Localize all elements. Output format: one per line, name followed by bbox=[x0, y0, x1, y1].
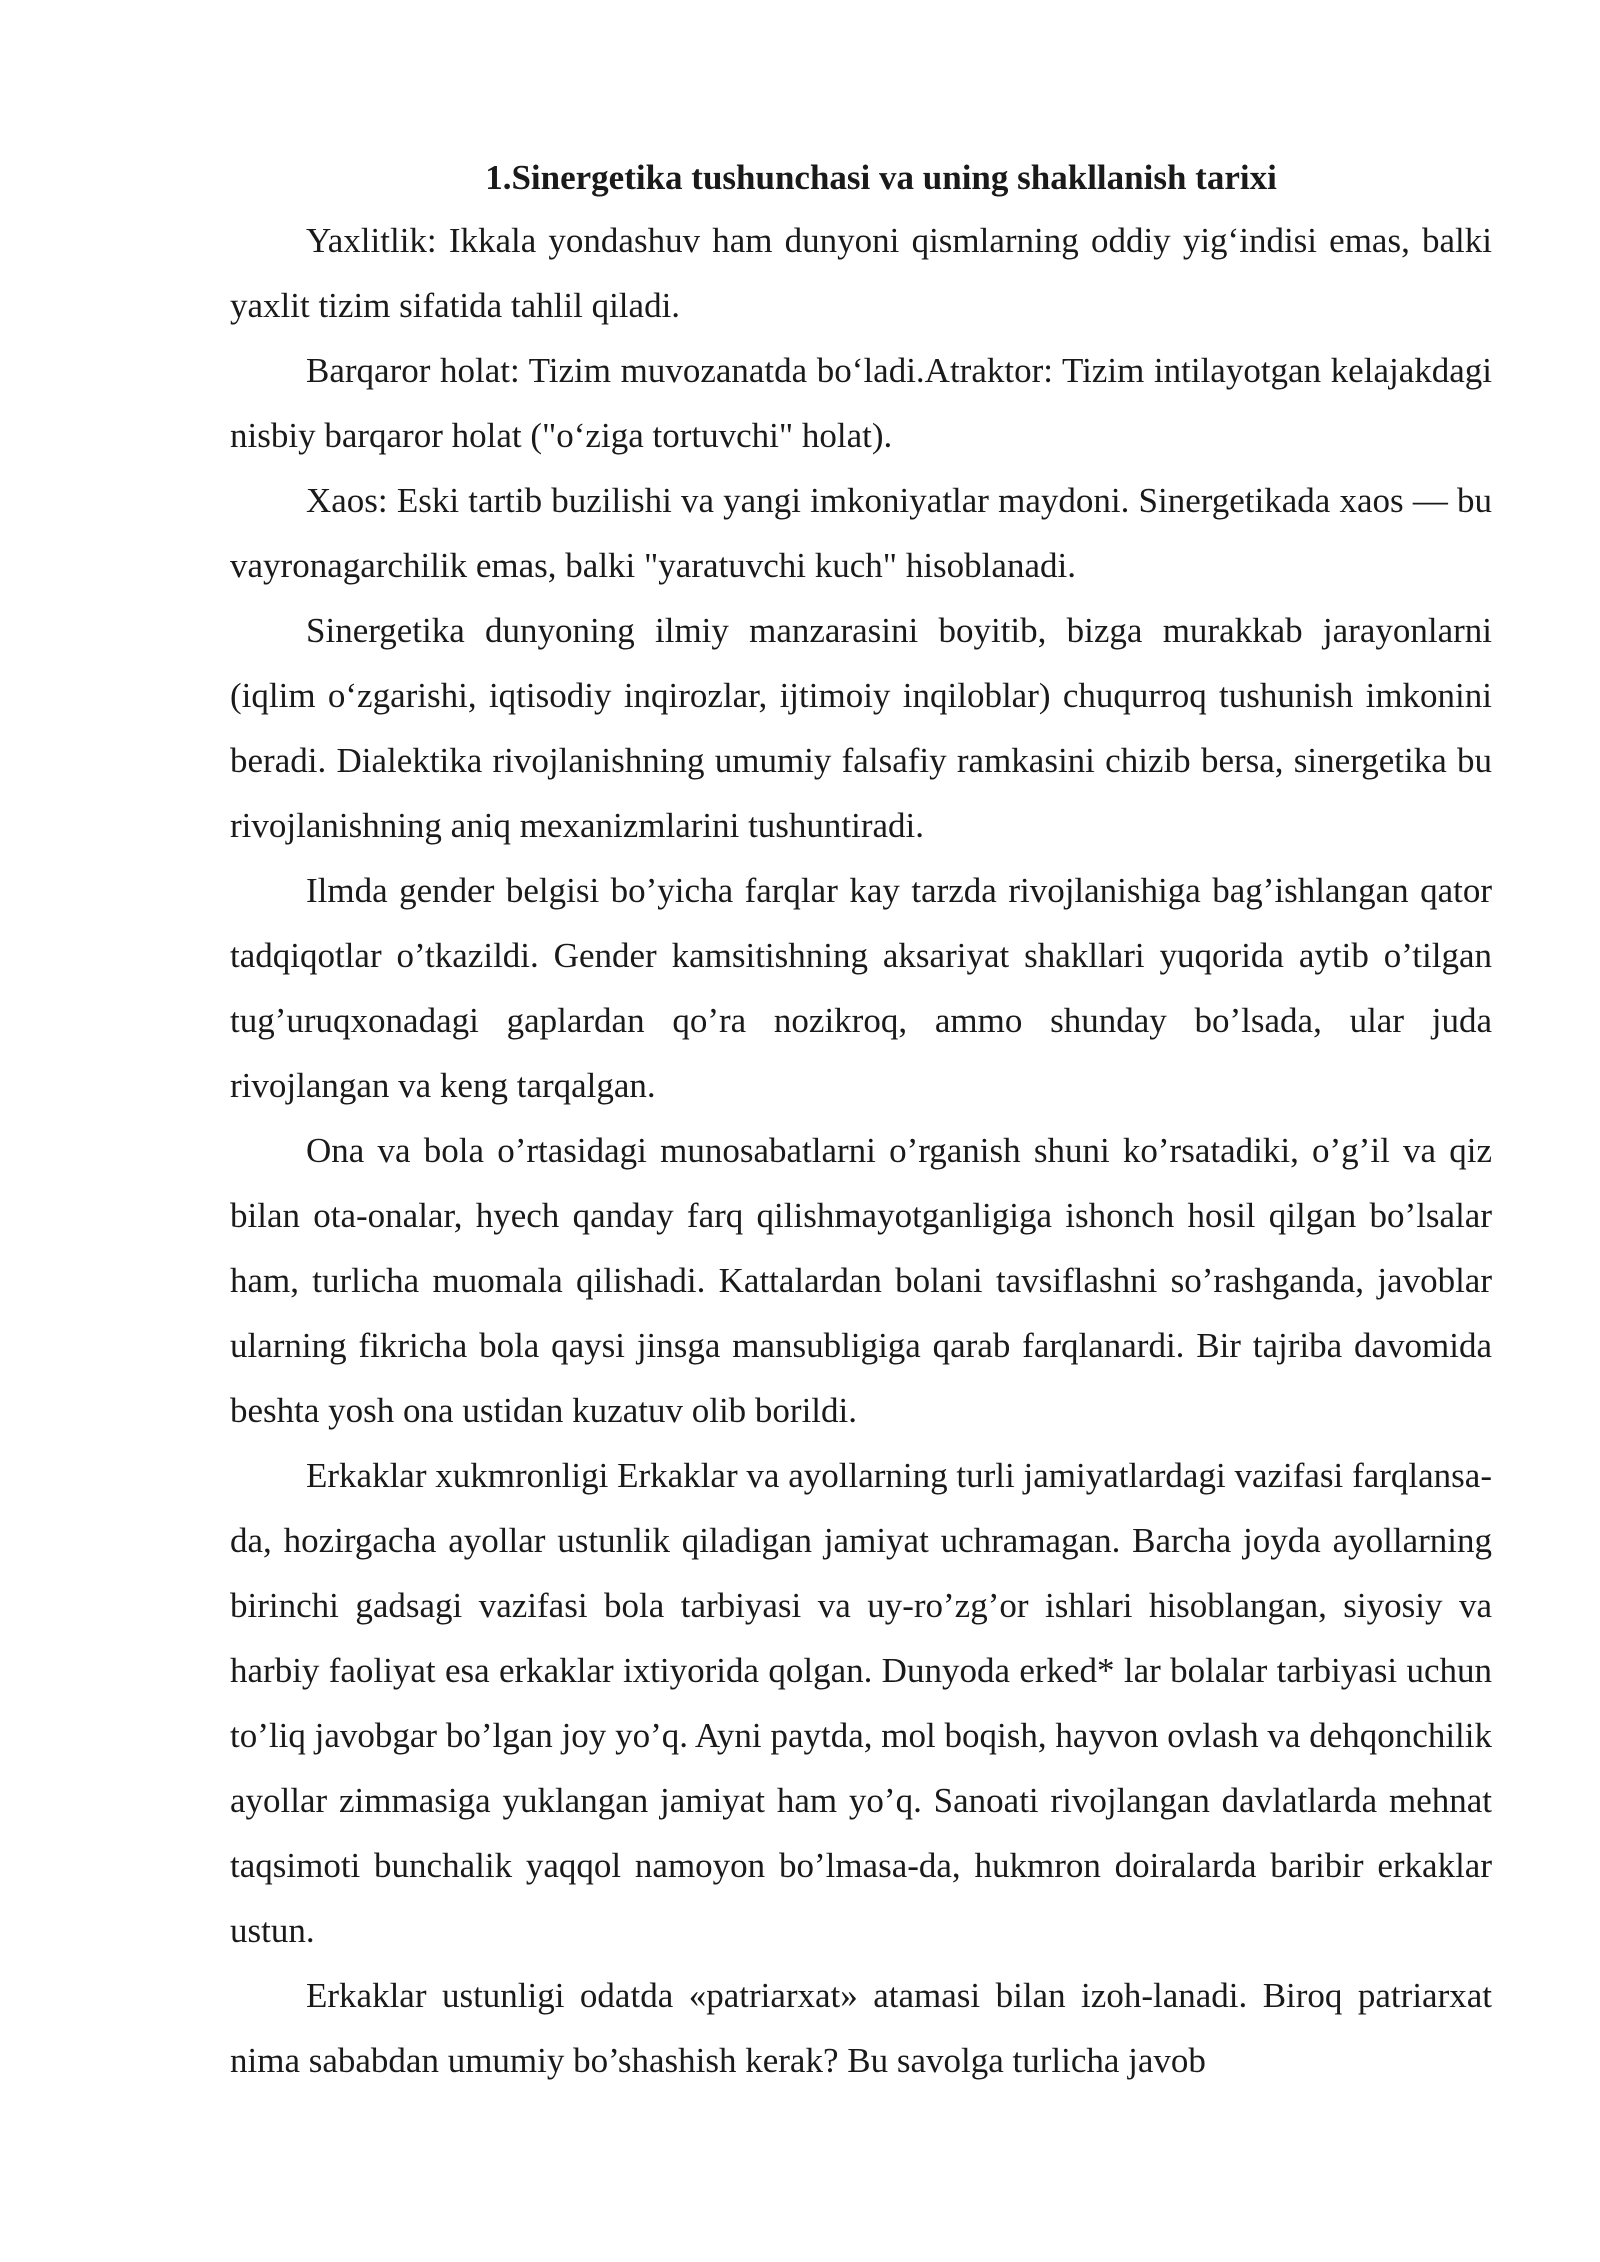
paragraph: Sinergetika dunyoning ilmiy manzarasini boyitib, bizga murakkab jarayonlarni (iqlim o‘zgarishi, iqtisodiy inqirozlar, ijtimoiy inqiloblar) chuqurroq tushunish imkonini beradi. Dialektika rivojlanishning umumiy falsafiy ramkasini chizib bersa, sinergetika bu rivojlanishning aniq mexanizmlarini tushuntiradi. bbox=[230, 611, 1492, 845]
document-title: 1.Sinergetika tushunchasi va uning shakllanish tarixi bbox=[485, 158, 1277, 197]
paragraph: Erkaklar xukmronligi Erkaklar va ayollarning turli jamiyatlardagi vazifasi farqlansa-da, hozirgacha ayollar ustunlik qiladigan jamiyat uchramagan. Barcha joyda ayollarning birinchi gadsagi vazifasi bola tarbiyasi va uy-ro’zg’or ishlari hisoblangan, siyosiy va harbiy faoliyat esa erkaklar ixtiyorida qolgan. Dunyoda erked* lar bolalar tarbiyasi uchun to’liq javobgar bo’lgan joy yo’q. Ayni paytda, mol boqish, hayvon ovlash va dehqonchilik ayollar zimmasiga yuklangan jamiyat ham yo’q. Sanoati rivojlangan davlatlarda mehnat taqsimoti bunchalik yaqqol namoyon bo’lmasa-da, hukmron doiralarda baribir erkaklar ustun. bbox=[230, 1456, 1492, 1950]
paragraph: Erkaklar ustunligi odatda «patriarxat» atamasi bilan izoh-lanadi. Biroq patriarxat nima sababdan umumiy bo’shashish kerak? Bu savolga turlicha javob bbox=[230, 1976, 1492, 2080]
paragraph: Ona va bola o’rtasidagi munosabatlarni o’rganish shuni ko’rsatadiki, o’g’il va qiz bilan ota-onalar, hyech qanday farq qilishmayotganligiga ishonch hosil qilgan bo’lsalar ham, turlicha muomala qilishadi. Kattalardan bolani tavsiflashni so’rashganda, javoblar ularning fikricha bola qaysi jinsga mansubligiga qarab farqlanardi. Bir tajriba davomida beshta yosh ona ustidan kuzatuv olib borildi. bbox=[230, 1131, 1492, 1430]
paragraph: Xaos: Eski tartib buzilishi va yangi imkoniyatlar maydoni. Sinergetikada xaos — bu vayronagarchilik emas, balki "yaratuvchi kuch" hisoblanadi. bbox=[230, 481, 1492, 585]
paragraph: Barqaror holat: Tizim muvozanatda bo‘ladi.Atraktor: Tizim intilayotgan kelajakdagi nisbiy barqaror holat ("o‘ziga tortuvchi" holat). bbox=[230, 351, 1492, 455]
paragraph: Yaxlitlik: Ikkala yondashuv ham dunyoni qismlarning oddiy yig‘indisi emas, balki yaxlit tizim sifatida tahlil qiladi. bbox=[230, 221, 1492, 325]
paragraph: Ilmda gender belgisi bo’yicha farqlar kay tarzda rivojlanishiga bag’ishlangan qator tadqiqotlar o’tkazildi. Gender kamsitishning aksariyat shakllari yuqorida aytib o’tilgan tug’uruqxonadagi gaplardan qo’ra nozikroq, ammo shunday bo’lsada, ular juda rivojlangan va keng tarqalgan. bbox=[230, 871, 1492, 1105]
document-page bbox=[230, 148, 1492, 2093]
